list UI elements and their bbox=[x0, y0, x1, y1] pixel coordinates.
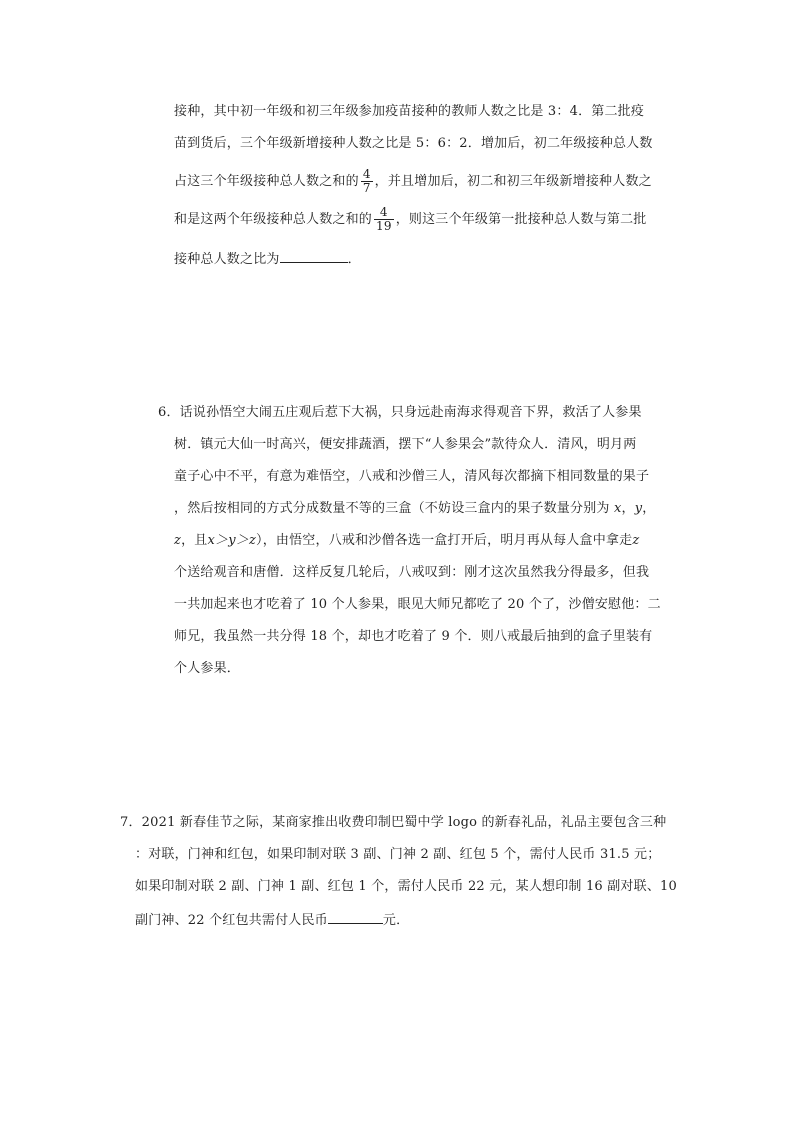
problem-7-line-2: ：对联，门神和红包，如果印制对联 3 副、门神 2 副、红包 5 个，需付人民币 31.5 元； bbox=[135, 847, 661, 862]
problem-6-line-5-text-b: ），由悟空，八戒和沙僧各选一盒打开后，明月再从每人盒中拿走 bbox=[256, 533, 633, 548]
variable-y: y bbox=[634, 501, 643, 516]
variable-x: x bbox=[613, 501, 622, 516]
problem-5-line-3-text-b: ，并且增加后，初二和初三年级新增接种人数之 bbox=[374, 174, 652, 189]
problem-6-line-5-text-a: ，且 bbox=[181, 533, 208, 548]
comma: ， bbox=[621, 501, 635, 516]
problem-7-line-1: 7．2021 新春佳节之际，某商家推出收费印制巴蜀中学 logo 的新春礼品，礼品主要包含三种 bbox=[120, 815, 667, 830]
problem-7-line-3: 如果印制对联 2 副、门神 1 副、红包 1 个，需付人民币 22 元，某人想印制 16 副对联、10 bbox=[135, 879, 677, 894]
problem-5-line-3-text-a: 占这三个年级接种总人数之和的 bbox=[174, 174, 359, 189]
problem-5-line-4 bbox=[174, 206, 647, 234]
variable-z: z bbox=[632, 533, 640, 548]
fraction-denominator: 7 bbox=[362, 181, 371, 195]
problem-5-line-1: 接种，其中初一年级和初三年级参加疫苗接种的教师人数之比是 3：4．第二批疫 bbox=[174, 104, 645, 119]
problem-6-line-1: 6．话说孙悟空大闹五庄观后惹下大祸，只身远赴南海求得观音下界，救活了人参果 bbox=[158, 405, 642, 420]
problem-7-line-4 bbox=[135, 911, 409, 929]
problem-7-line-4-text-b: 元． bbox=[382, 913, 410, 928]
problem-6-line-4 bbox=[174, 501, 655, 517]
problem-5-line-4-text-a: 和是这两个年级接种总人数之和的 bbox=[174, 212, 373, 227]
problem-7-line-4-text-a: 副门神、22 个红包共需付人民币 bbox=[135, 913, 328, 928]
fraction-numerator: 4 bbox=[362, 167, 371, 181]
problem-5-line-2: 苗到货后，三个年级新增接种人数之比是 5：6：2．增加后，初二年级接种总人数 bbox=[174, 136, 653, 151]
fraction-numerator: 4 bbox=[374, 206, 394, 220]
problem-6-line-5 bbox=[174, 533, 639, 549]
problem-6-line-2: 树．镇元大仙一时高兴，便安排蔬酒，摆下“人参果会”款待众人．清风，明月两 bbox=[174, 437, 637, 452]
problem-6-line-7: 一共加起来也才吃着了 10 个人参果，眼见大师兄都吃了 20 个了，沙僧安慰他：二 bbox=[174, 597, 661, 612]
problem-6-line-9: 个人参果． bbox=[174, 661, 241, 676]
problem-5-line-5-text-a: 接种总人数之比为 bbox=[174, 252, 280, 267]
answer-blank[interactable] bbox=[328, 911, 383, 924]
problem-6-line-8: 师兄，我虽然一共分得 18 个，却也才吃着了 9 个．则八戒最后抽到的盒子里装有 bbox=[174, 629, 653, 644]
problem-5-line-3 bbox=[174, 168, 652, 196]
problem-6-line-3: 童子心中不平，有意为难悟空，八戒和沙僧三人，清风每次都摘下相同数量的果子 bbox=[174, 469, 650, 484]
fraction-denominator: 19 bbox=[376, 219, 392, 233]
inequality: x＞y＞z bbox=[207, 533, 256, 548]
problem-6-line-6: 个送给观音和唐僧．这样反复几轮后，八戒叹到：刚才这次虽然我分得最多，但我 bbox=[174, 565, 650, 580]
answer-blank[interactable] bbox=[280, 250, 348, 263]
problem-5-line-5 bbox=[174, 250, 361, 268]
problem-6-line-4-text: ，然后按相同的方式分成数量不等的三盒（不妨设三盒内的果子数量分别为 bbox=[174, 501, 610, 516]
problem-5-line-5-text-b: ． bbox=[347, 252, 361, 267]
comma: ， bbox=[642, 501, 656, 516]
fraction-four-nineteenths bbox=[374, 206, 394, 233]
problem-5-line-4-text-b: ，则这三个年级第一批接种总人数与第二批 bbox=[395, 212, 647, 227]
variable-z: z bbox=[174, 533, 182, 548]
fraction-four-sevenths bbox=[361, 168, 373, 195]
